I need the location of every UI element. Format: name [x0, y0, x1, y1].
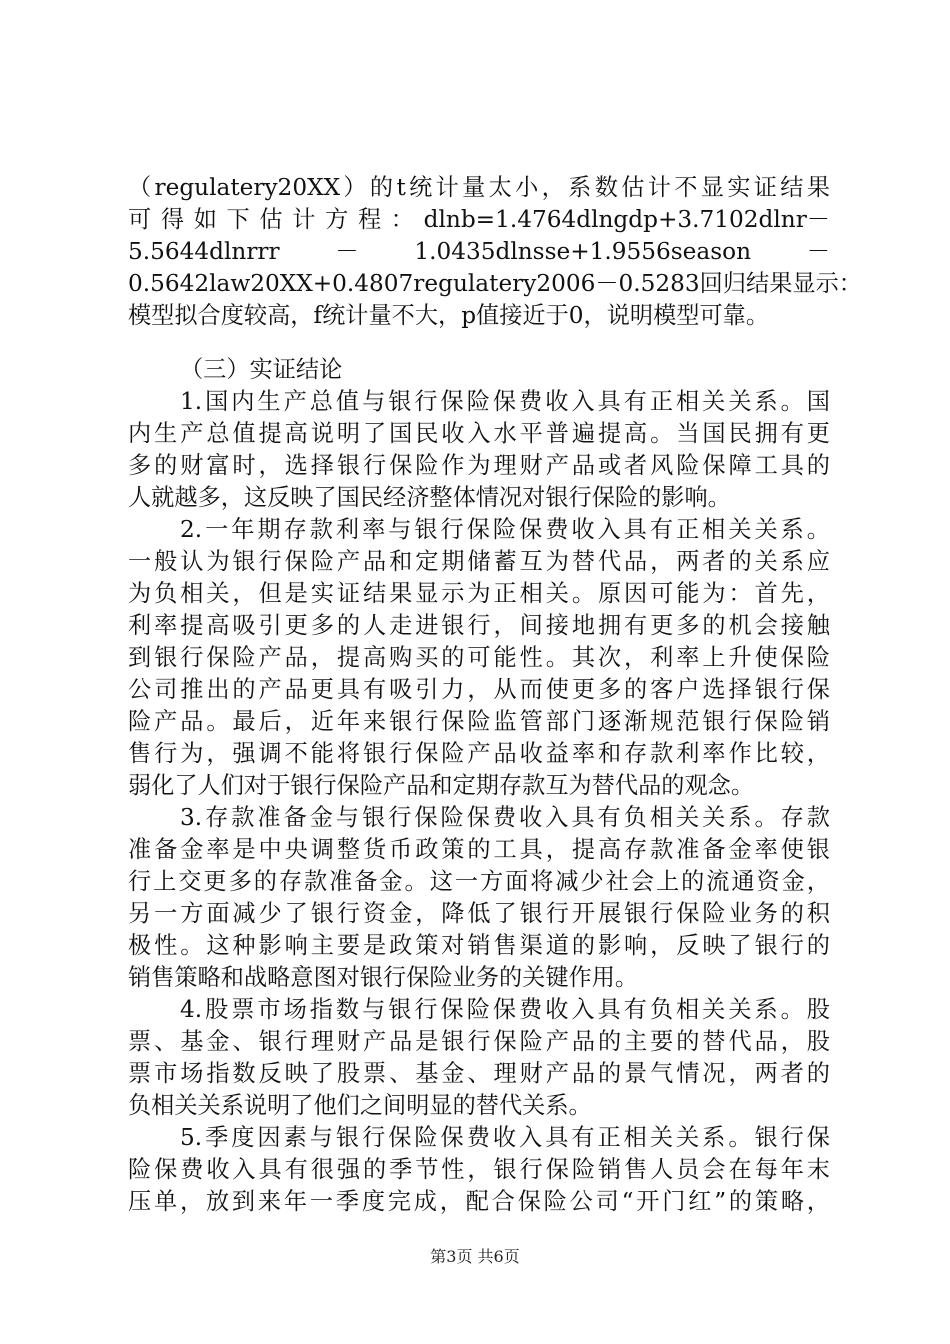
paragraph-4: [128, 994, 830, 1122]
text-line: 到银行保险产品，提高购买的可能性。其次，利率上升使保险: [128, 644, 830, 671]
text-line: 内生产总值提高说明了国民收入水平普遍提高。当国民拥有更: [128, 420, 830, 447]
text-line: 人就越多，这反映了国民经济整体情况对银行保险的影响。: [128, 484, 731, 511]
text-line: 销售策略和战略意图对银行保险业务的关键作用。: [128, 964, 639, 991]
text-line: 另一方面减少了银行资金，降低了银行开展银行保险业务的积: [128, 900, 830, 927]
text-line: 票市场指数反映了股票、基金、理财产品的景气情况，两者的: [128, 1060, 830, 1087]
document-body: [128, 172, 862, 1218]
text-line: 一般认为银行保险产品和定期储蓄互为替代品，两者的关系应: [128, 548, 830, 575]
intro-text-block: [128, 172, 862, 332]
text-line: 售行为，强调不能将银行保险产品收益率和存款利率作比较，: [128, 740, 830, 767]
text-line: 5.5644dlnrrr － 1.0435dlnsse+1.9556season －: [128, 238, 830, 265]
text-line: 险产品。最后，近年来银行保险监管部门逐渐规范银行保险销: [128, 708, 830, 735]
paragraph-3: [128, 802, 830, 994]
text-line: 5.季度因素与银行保险保费收入具有正相关关系。银行保: [180, 1124, 830, 1151]
text-line: 3.存款准备金与银行保险保费收入具有负相关关系。存款: [180, 804, 830, 831]
paragraph-2: [128, 514, 830, 802]
text-line: 多的财富时，选择银行保险作为理财产品或者风险保障工具的: [128, 452, 830, 479]
text-line: 模型拟合度较高，f统计量不大，p值接近于0，说明模型可靠。: [128, 302, 770, 329]
text-line: 行上交更多的存款准备金。这一方面将减少社会上的流通资金，: [128, 868, 830, 895]
text-line: （regulatery20XX）的t统计量太小，系数估计不显实证结果: [128, 174, 830, 201]
text-line: 2.一年期存款利率与银行保险保费收入具有正相关关系。: [180, 516, 830, 543]
paragraph-1: [128, 386, 830, 514]
text-line: 可得如下估计方程：dlnb=1.4764dlngdp+3.7102dlnr－: [128, 206, 830, 233]
text-line: 弱化了人们对于银行保险产品和定期存款互为替代品的观念。: [128, 772, 755, 799]
page-number-footer: 第3页 共6页: [430, 1247, 520, 1266]
text-line: 1.国内生产总值与银行保险保费收入具有正相关关系。国: [180, 388, 830, 415]
text-line: 4.股票市场指数与银行保险保费收入具有负相关关系。股: [180, 996, 830, 1023]
paragraph-spacer: [128, 332, 830, 354]
text-line: 负相关关系说明了他们之间明显的替代关系。: [128, 1092, 592, 1119]
text-line: 票、基金、银行理财产品是银行保险产品的主要的替代品，股: [128, 1028, 830, 1055]
text-line: 公司推出的产品更具有吸引力，从而使更多的客户选择银行保: [128, 676, 830, 703]
text-line: 0.5642law20XX+0.4807regulatery2006－0.5283回归结果显示：: [128, 270, 862, 297]
text-line: 极性。这种影响主要是政策对销售渠道的影响，反映了银行的: [128, 932, 830, 959]
paragraph-5: [128, 1122, 830, 1218]
text-line: 险保费收入具有很强的季节性，银行保险销售人员会在每年末: [128, 1156, 830, 1183]
text-line: 压单，放到来年一季度完成，配合保险公司“开门红”的策略，: [128, 1188, 830, 1215]
text-line: 准备金率是中央调整货币政策的工具，提高存款准备金率使银: [128, 836, 830, 863]
text-line: 利率提高吸引更多的人走进银行，间接地拥有更多的机会接触: [128, 612, 830, 639]
text-line: 为负相关，但是实证结果显示为正相关。原因可能为：首先，: [128, 580, 830, 607]
section-heading: （三）实证结论: [180, 356, 343, 383]
